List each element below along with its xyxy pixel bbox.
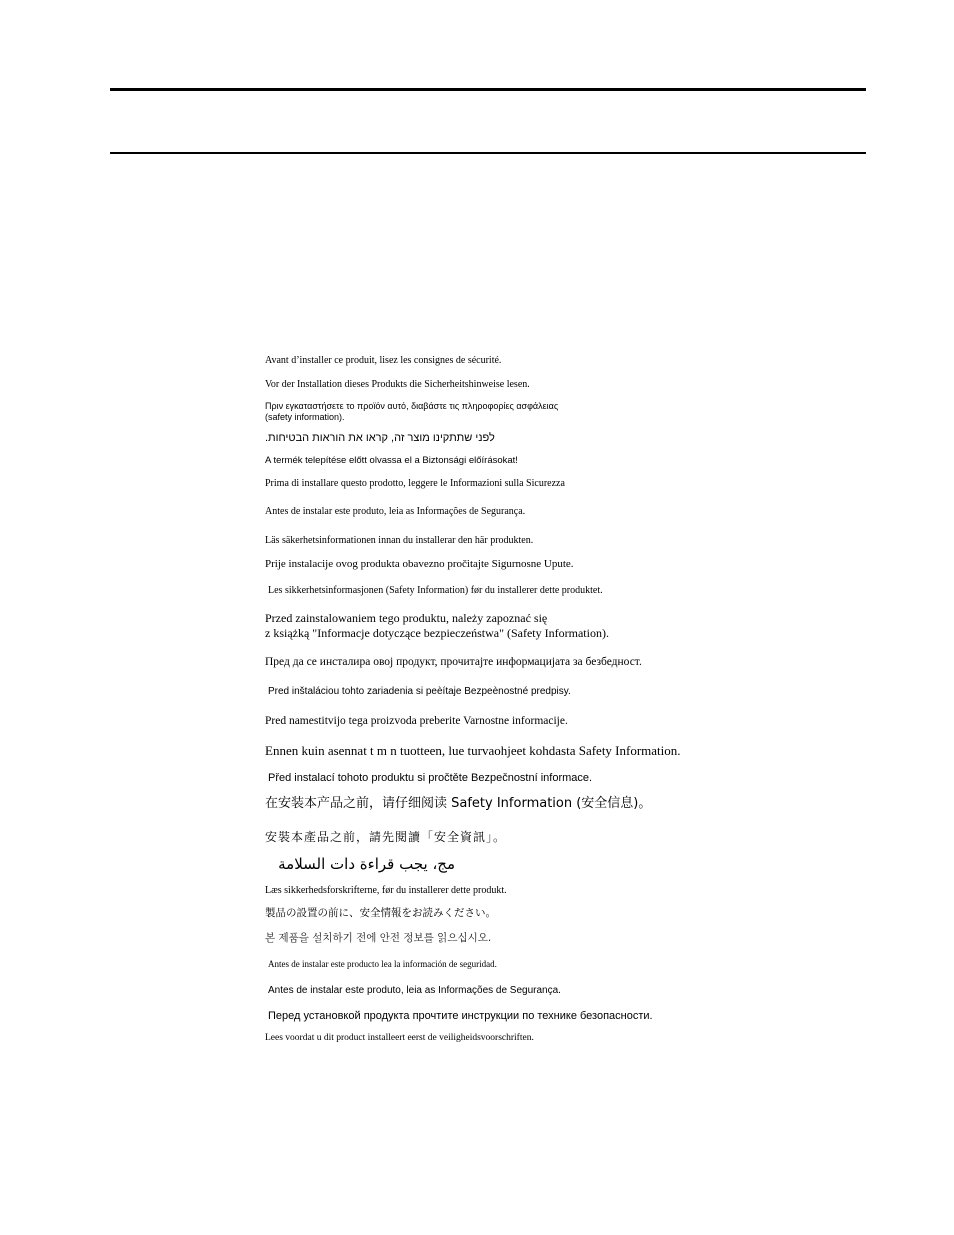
notice-greek-line2: (safety information). xyxy=(265,412,345,422)
notice-russian: Перед установкой продукта прочтите инструкции по технике безопасности. xyxy=(268,1010,653,1022)
notice-greek-line1: Πριν εγκαταστήσετε το προϊόν αυτό, διαβάστε τις πληροφορίες ασφάλειας xyxy=(265,401,559,411)
notice-finnish: Ennen kuin asennat t m n tuotteen, lue turvaohjeet kohdasta Safety Information. xyxy=(265,743,681,758)
notice-chinese-simplified: 在安装本产品之前，请仔细阅读 Safety Information (安全信息)。 xyxy=(265,796,652,811)
notice-french: Avant d’installer ce produit, lisez les consignes de sécurité. xyxy=(265,355,502,366)
notice-spanish: Antes de instalar este producto lea la información de seguridad. xyxy=(268,959,497,969)
notice-german: Vor der Installation dieses Produkts die Sicherheitshinweise lesen. xyxy=(265,379,530,390)
notice-slovak: Pred inštaláciou tohto zariadenia si peèítaje Bezpeènostné predpisy. xyxy=(268,686,571,697)
notice-polish-line2: z książką "Informacje dotyczące bezpieczeństwa" (Safety Information). xyxy=(265,626,609,640)
header-top-rule xyxy=(110,88,866,91)
notice-danish: Læs sikkerhedsforskrifterne, før du installerer dette produkt. xyxy=(265,885,507,896)
notice-croatian: Prije instalacije ovog produkta obavezno pročitajte Sigurnosne Upute. xyxy=(265,558,574,570)
notice-arabic: مج، يجب قراءة دات السلامة xyxy=(278,855,455,873)
notice-macedonian: Пред да се инсталира овој продукт, прочитајте информацијата за безбедност. xyxy=(265,656,642,668)
notice-italian: Prima di installare questo prodotto, leggere le Informazioni sulla Sicurezza xyxy=(265,478,565,489)
notice-swedish: Läs säkerhetsinformationen innan du installerar den här produkten. xyxy=(265,535,534,546)
notice-hungarian: A termék telepítése előtt olvassa el a Biztonsági előírásokat! xyxy=(265,455,518,466)
notice-portuguese-portugal: Antes de instalar este produto, leia as Informações de Segurança. xyxy=(268,985,561,996)
notice-hebrew: לפני שתתקינו מוצר זה, קראו את הוראות הבטיחות. xyxy=(265,432,495,444)
notice-czech: Před instalací tohoto produktu si pročtěte Bezpečnostní informace. xyxy=(268,772,593,784)
notice-dutch: Lees voordat u dit product installeert eerst de veiligheidsvoorschriften. xyxy=(265,1033,534,1043)
notice-polish-line1: Przed zainstalowaniem tego produktu, należy zapoznać się xyxy=(265,611,548,625)
header-bottom-rule xyxy=(110,152,866,154)
notice-norwegian: Les sikkerhetsinformasjonen (Safety Information) før du installerer dette produktet. xyxy=(268,585,603,596)
notice-portuguese-brazil: Antes de instalar este produto, leia as Informações de Segurança. xyxy=(265,506,526,517)
notice-slovenian: Pred namestitvijo tega proizvoda preberite Varnostne informacije. xyxy=(265,715,568,727)
notice-korean: 본 제품을 설치하기 전에 안전 정보를 읽으십시오. xyxy=(265,932,492,944)
notice-chinese-traditional: 安裝本產品之前，請先閱讀「安全資訊」。 xyxy=(265,830,507,844)
notice-japanese: 製品の設置の前に、安全情報をお読みください。 xyxy=(265,907,496,919)
